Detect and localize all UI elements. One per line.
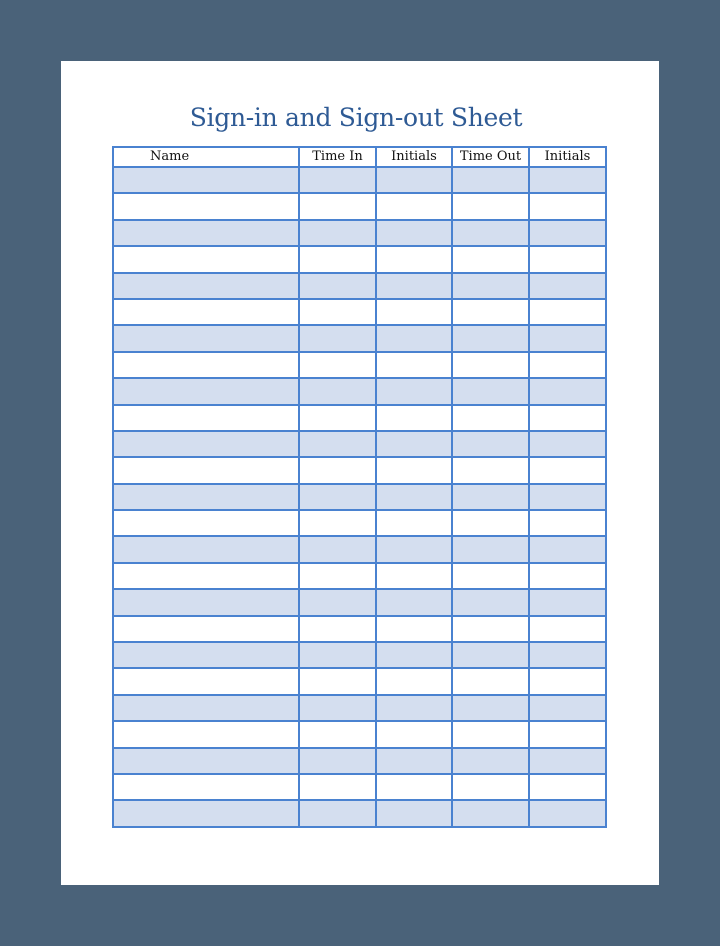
initials-out-cell	[529, 774, 606, 800]
name-cell	[113, 695, 299, 721]
name-cell	[113, 246, 299, 272]
name-cell	[113, 405, 299, 431]
table-row	[113, 220, 606, 246]
initials-out-cell	[529, 536, 606, 562]
initials-out-cell	[529, 616, 606, 642]
time-out-cell	[452, 220, 529, 246]
time-out-cell	[452, 721, 529, 747]
name-cell	[113, 484, 299, 510]
time-out-cell	[452, 352, 529, 378]
time-in-cell	[299, 589, 376, 615]
initials-out-cell	[529, 299, 606, 325]
column-header-initials-out: Initials	[529, 147, 606, 167]
initials-in-cell	[376, 457, 452, 483]
initials-in-cell	[376, 563, 452, 589]
name-cell	[113, 457, 299, 483]
initials-out-cell	[529, 193, 606, 219]
name-cell	[113, 616, 299, 642]
initials-out-cell	[529, 642, 606, 668]
table-row	[113, 193, 606, 219]
time-out-cell	[452, 668, 529, 694]
initials-out-cell	[529, 695, 606, 721]
time-out-cell	[452, 616, 529, 642]
time-out-cell	[452, 273, 529, 299]
name-cell	[113, 563, 299, 589]
table-row	[113, 299, 606, 325]
initials-in-cell	[376, 273, 452, 299]
initials-in-cell	[376, 246, 452, 272]
initials-in-cell	[376, 748, 452, 774]
time-in-cell	[299, 378, 376, 404]
initials-out-cell	[529, 405, 606, 431]
table-row	[113, 774, 606, 800]
time-out-cell	[452, 167, 529, 193]
column-header-initials-in: Initials	[376, 147, 452, 167]
table-row	[113, 167, 606, 193]
initials-out-cell	[529, 220, 606, 246]
table-row	[113, 484, 606, 510]
table-row	[113, 748, 606, 774]
time-in-cell	[299, 536, 376, 562]
time-out-cell	[452, 299, 529, 325]
initials-in-cell	[376, 167, 452, 193]
time-in-cell	[299, 484, 376, 510]
initials-out-cell	[529, 510, 606, 536]
time-in-cell	[299, 668, 376, 694]
name-cell	[113, 668, 299, 694]
time-in-cell	[299, 431, 376, 457]
time-out-cell	[452, 484, 529, 510]
table-row	[113, 800, 606, 826]
time-out-cell	[452, 642, 529, 668]
table-row	[113, 431, 606, 457]
time-in-cell	[299, 721, 376, 747]
time-in-cell	[299, 774, 376, 800]
time-in-cell	[299, 405, 376, 431]
table-row	[113, 510, 606, 536]
name-cell	[113, 510, 299, 536]
initials-in-cell	[376, 800, 452, 826]
initials-in-cell	[376, 774, 452, 800]
time-out-cell	[452, 431, 529, 457]
column-header-name: Name	[113, 147, 299, 167]
name-cell	[113, 431, 299, 457]
initials-out-cell	[529, 748, 606, 774]
time-out-cell	[452, 246, 529, 272]
time-out-cell	[452, 193, 529, 219]
time-out-cell	[452, 536, 529, 562]
table-row	[113, 405, 606, 431]
table-row	[113, 642, 606, 668]
initials-in-cell	[376, 193, 452, 219]
time-out-cell	[452, 457, 529, 483]
time-out-cell	[452, 378, 529, 404]
time-in-cell	[299, 273, 376, 299]
name-cell	[113, 721, 299, 747]
column-header-time-in: Time In	[299, 147, 376, 167]
name-cell	[113, 325, 299, 351]
initials-out-cell	[529, 668, 606, 694]
initials-out-cell	[529, 246, 606, 272]
time-out-cell	[452, 695, 529, 721]
time-in-cell	[299, 325, 376, 351]
sheet-title: Sign-in and Sign-out Sheet	[189, 103, 523, 132]
initials-in-cell	[376, 668, 452, 694]
time-out-cell	[452, 510, 529, 536]
name-cell	[113, 642, 299, 668]
initials-out-cell	[529, 167, 606, 193]
table-row	[113, 352, 606, 378]
initials-out-cell	[529, 563, 606, 589]
time-out-cell	[452, 405, 529, 431]
time-in-cell	[299, 299, 376, 325]
initials-out-cell	[529, 800, 606, 826]
table-row	[113, 668, 606, 694]
initials-out-cell	[529, 378, 606, 404]
time-in-cell	[299, 616, 376, 642]
table-row	[113, 695, 606, 721]
table-row	[113, 457, 606, 483]
initials-out-cell	[529, 484, 606, 510]
initials-out-cell	[529, 721, 606, 747]
name-cell	[113, 378, 299, 404]
initials-out-cell	[529, 457, 606, 483]
time-in-cell	[299, 510, 376, 536]
time-in-cell	[299, 563, 376, 589]
name-cell	[113, 800, 299, 826]
name-cell	[113, 748, 299, 774]
initials-out-cell	[529, 589, 606, 615]
table-row	[113, 246, 606, 272]
table-body	[113, 167, 606, 827]
name-cell	[113, 220, 299, 246]
time-out-cell	[452, 774, 529, 800]
initials-in-cell	[376, 616, 452, 642]
time-out-cell	[452, 563, 529, 589]
time-out-cell	[452, 325, 529, 351]
initials-out-cell	[529, 352, 606, 378]
table-row	[113, 563, 606, 589]
time-in-cell	[299, 457, 376, 483]
time-in-cell	[299, 193, 376, 219]
time-out-cell	[452, 800, 529, 826]
name-cell	[113, 193, 299, 219]
table-row	[113, 589, 606, 615]
initials-in-cell	[376, 220, 452, 246]
name-cell	[113, 299, 299, 325]
table-row	[113, 273, 606, 299]
sheet-page	[61, 61, 659, 885]
initials-in-cell	[376, 721, 452, 747]
time-in-cell	[299, 167, 376, 193]
sign-in-table	[112, 146, 607, 828]
initials-in-cell	[376, 642, 452, 668]
time-out-cell	[452, 589, 529, 615]
time-in-cell	[299, 748, 376, 774]
initials-out-cell	[529, 325, 606, 351]
table-row	[113, 616, 606, 642]
initials-in-cell	[376, 484, 452, 510]
initials-in-cell	[376, 431, 452, 457]
initials-out-cell	[529, 273, 606, 299]
name-cell	[113, 589, 299, 615]
name-cell	[113, 352, 299, 378]
time-in-cell	[299, 246, 376, 272]
initials-in-cell	[376, 589, 452, 615]
table-row	[113, 536, 606, 562]
initials-in-cell	[376, 299, 452, 325]
column-header-time-out: Time Out	[452, 147, 529, 167]
table-row	[113, 378, 606, 404]
initials-in-cell	[376, 325, 452, 351]
time-in-cell	[299, 800, 376, 826]
name-cell	[113, 167, 299, 193]
table-row	[113, 721, 606, 747]
initials-in-cell	[376, 352, 452, 378]
name-cell	[113, 273, 299, 299]
initials-in-cell	[376, 378, 452, 404]
table-header-row	[113, 147, 606, 167]
initials-in-cell	[376, 536, 452, 562]
time-in-cell	[299, 352, 376, 378]
name-cell	[113, 536, 299, 562]
time-in-cell	[299, 695, 376, 721]
table-row	[113, 325, 606, 351]
initials-in-cell	[376, 695, 452, 721]
time-in-cell	[299, 642, 376, 668]
time-out-cell	[452, 748, 529, 774]
time-in-cell	[299, 220, 376, 246]
initials-out-cell	[529, 431, 606, 457]
name-cell	[113, 774, 299, 800]
initials-in-cell	[376, 405, 452, 431]
initials-in-cell	[376, 510, 452, 536]
